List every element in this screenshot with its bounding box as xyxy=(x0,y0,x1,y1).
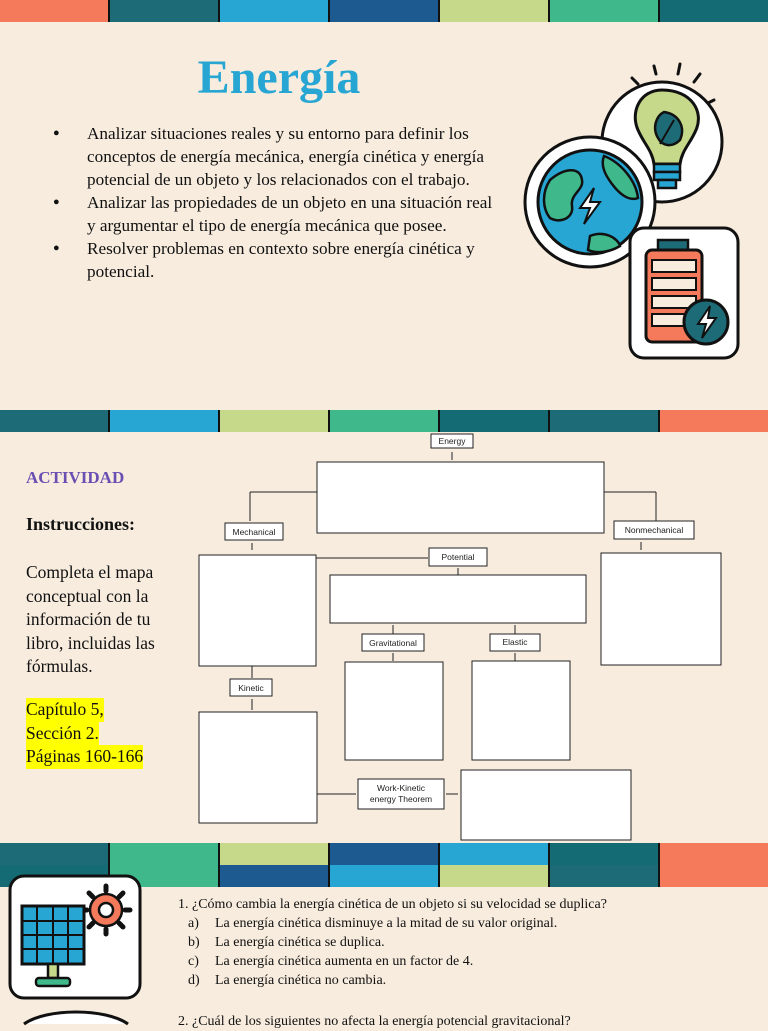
energy-answer-box[interactable] xyxy=(317,462,604,533)
answer-option[interactable]: c) La energía cinética aumenta en un factor de 4. xyxy=(188,954,474,969)
potential-answer-box[interactable] xyxy=(330,575,586,623)
activity-heading: ACTIVIDAD xyxy=(26,468,125,487)
reference-line: Capítulo 5, xyxy=(26,698,104,722)
stripe-segment xyxy=(660,0,768,22)
elastic-label: Elastic xyxy=(502,637,528,647)
battery-bolt-icon xyxy=(628,226,740,365)
question-2 xyxy=(178,1012,571,1031)
kinetic-label: Kinetic xyxy=(238,683,264,693)
nonmechanical-answer-box[interactable] xyxy=(601,553,721,665)
question-text: 2. ¿Cuál de los siguientes no afecta la energía potencial gravitacional? xyxy=(178,1014,571,1029)
question-text: 1. ¿Cómo cambia la energía cinética de un objeto si su velocidad se duplica? xyxy=(178,897,607,912)
stripe-segment xyxy=(110,0,218,22)
objectives-list xyxy=(50,122,505,283)
mechanical-answer-box[interactable] xyxy=(199,555,316,666)
gravitational-label: Gravitational xyxy=(369,638,417,648)
work-kinetic-label: Work-Kinetic xyxy=(376,783,426,793)
top-color-stripe xyxy=(0,0,768,22)
gravitational-answer-box[interactable] xyxy=(345,662,443,760)
mechanical-label: Mechanical xyxy=(232,527,276,537)
work-kinetic-answer-box[interactable] xyxy=(461,770,631,840)
reference-line: Páginas 160-166 xyxy=(26,745,143,769)
solar-panel-gear-icon xyxy=(8,874,142,1005)
stripe-segment xyxy=(110,410,218,432)
stripe-segment xyxy=(220,865,328,887)
instructions-text: Completa el mapa conceptual con la información de tu libro, incluidas las fórmulas. xyxy=(26,562,155,676)
answer-option[interactable]: b) La energía cinética se duplica. xyxy=(188,935,385,950)
stripe-segment xyxy=(220,0,328,22)
stripe-segment xyxy=(0,0,108,22)
objective-item: ● Analizar situaciones reales y su entorno para definir los conceptos de energía mecánica, energía cinética y energía potencial de un objeto y los relacionados con el trabajo. xyxy=(50,122,505,191)
potential-label: Potential xyxy=(441,552,475,562)
answer-option[interactable]: a) La energía cinética disminuye a la mitad de su valor original. xyxy=(188,916,558,931)
stripe-segment xyxy=(440,410,548,432)
energy-label: Energy xyxy=(438,436,466,446)
stripe-segment xyxy=(660,865,768,887)
stripe-segment xyxy=(0,843,108,865)
reference-line: Sección 2. xyxy=(26,722,99,746)
middle-color-stripe xyxy=(0,410,768,432)
stripe-segment xyxy=(550,843,658,865)
stripe-segment xyxy=(440,843,548,865)
chapter-reference xyxy=(26,698,143,769)
objective-item: ● Analizar las propiedades de un objeto en una situación real y argumentar el tipo de energía mecánica que posee. xyxy=(50,191,505,237)
stripe-segment xyxy=(550,0,658,22)
stripe-segment xyxy=(0,410,108,432)
lower-color-stripe xyxy=(0,843,768,865)
answer-option[interactable]: d) La energía cinética no cambia. xyxy=(188,973,387,988)
stripe-segment xyxy=(550,865,658,887)
instructions-label: Instrucciones: xyxy=(26,514,135,534)
stripe-segment xyxy=(110,843,218,865)
stripe-segment xyxy=(220,843,328,865)
stripe-segment xyxy=(330,0,438,22)
page-title: Energía xyxy=(197,51,361,104)
concept-map xyxy=(190,432,684,844)
stripe-segment xyxy=(330,843,438,865)
globe-icon-partial xyxy=(16,1008,136,1029)
stripe-segment xyxy=(550,410,658,432)
objective-item: ● Resolver problemas en contexto sobre energía cinética y potencial. xyxy=(50,237,505,283)
elastic-answer-box[interactable] xyxy=(472,661,570,760)
work-kinetic-label: energy Theorem xyxy=(369,794,433,804)
stripe-segment xyxy=(660,410,768,432)
stripe-segment xyxy=(440,865,548,887)
stripe-segment xyxy=(440,0,548,22)
stripe-segment xyxy=(330,865,438,887)
question-1 xyxy=(178,895,607,990)
stripe-segment xyxy=(220,410,328,432)
stripe-segment xyxy=(660,843,768,865)
stripe-segment xyxy=(330,410,438,432)
kinetic-answer-box[interactable] xyxy=(199,712,317,823)
nonmechanical-label: Nonmechanical xyxy=(624,525,684,535)
